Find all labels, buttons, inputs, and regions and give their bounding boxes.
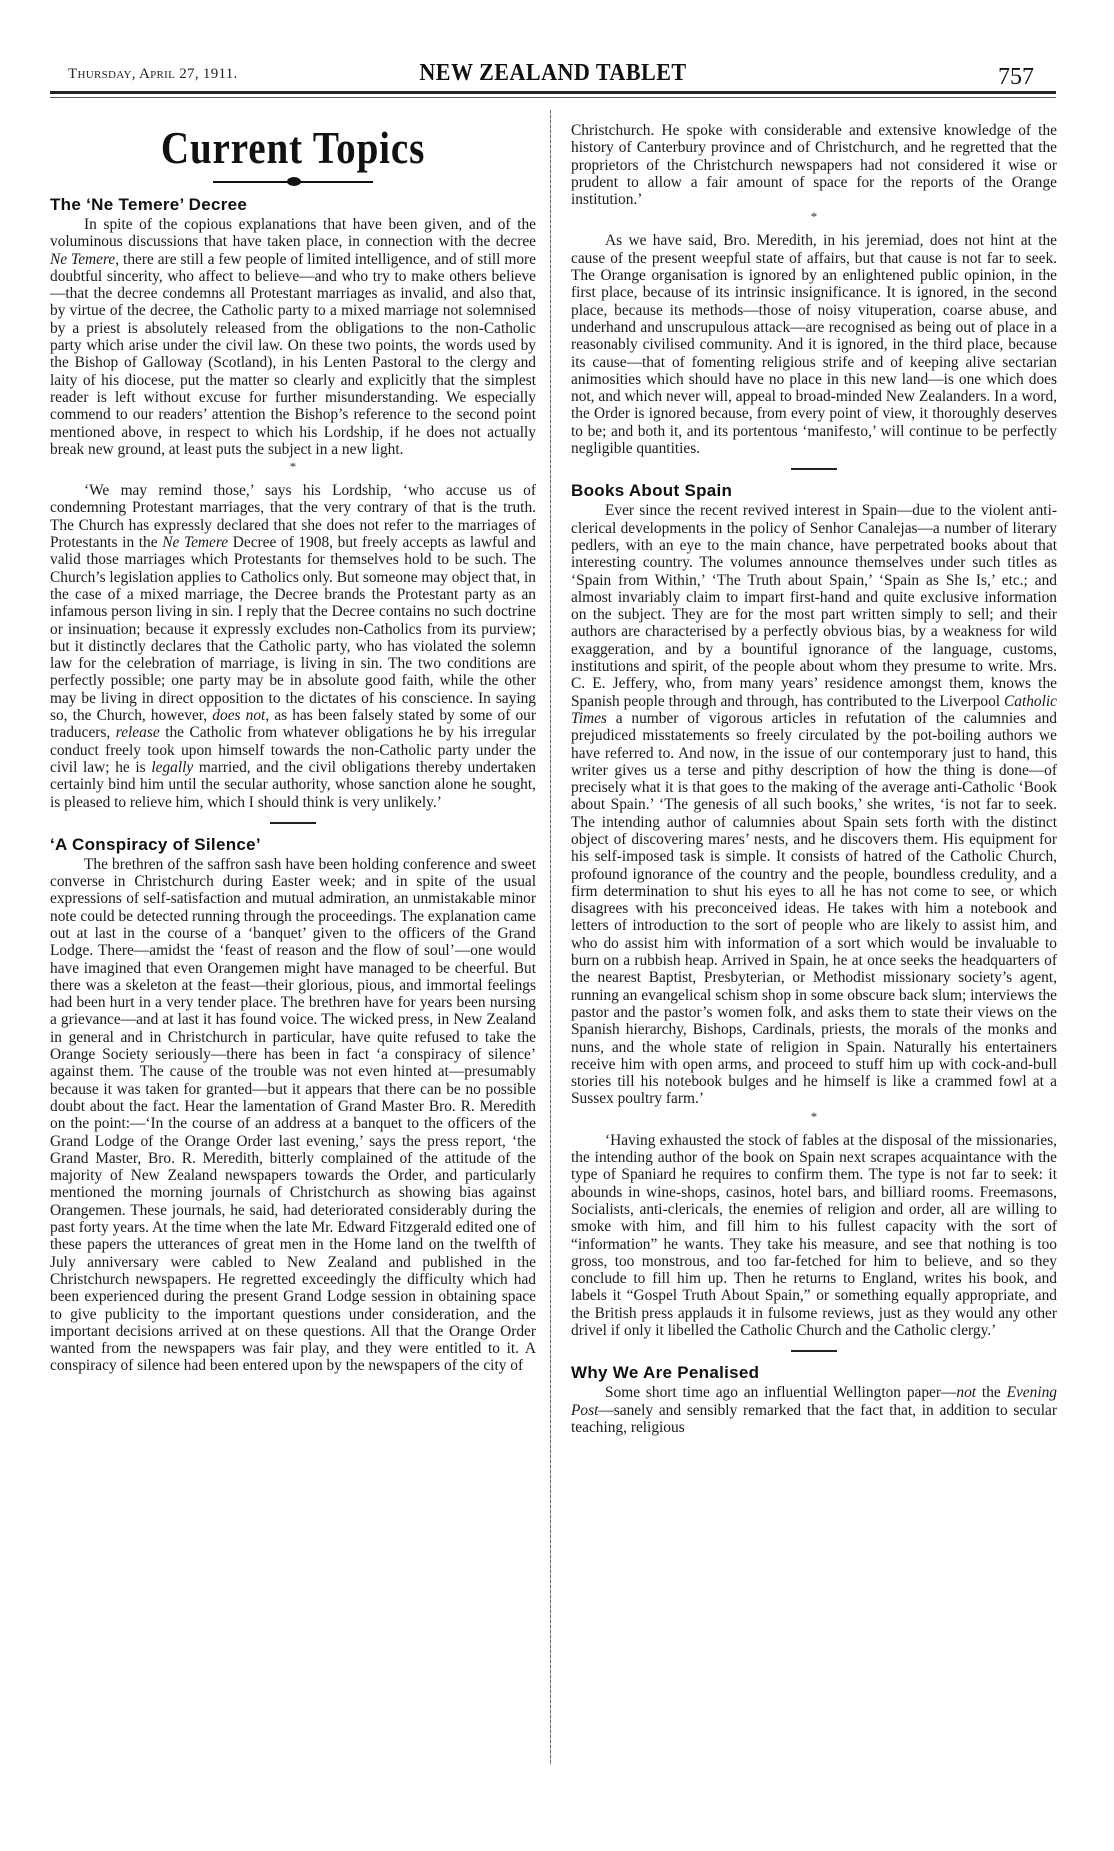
masthead-rule-thin [50,97,1056,98]
text-run: —sanely and sensibly remarked that the fact that, in addition to secular teaching, religious [571,1401,1057,1436]
article-heading-conspiracy: ‘A Conspiracy of Silence’ [50,834,261,854]
issue-date: Thursday, April 27, 1911. [68,66,238,82]
text-run: In spite of the copious explanations that have been given, and of the voluminous discussions that have taken place, in connection with the decree [50,216,536,251]
article-paragraph: The brethren of the saffron sash have been holding conference and sweet converse in Christchurch during Easter week; and in spite of the usual expressions of self-satisfaction and mutual admiration, an unmistakable minor note could be detected running through the proceedings. The explanation came out at last in the course of a ‘banquet’ given to the officers of the Grand Lodge. There—amidst the ‘feast of reason and the flow of soul’—one would have imagined that even Orangemen might have managed to be cheerful. But there was a skeleton at the feast—their glorious, pious, and immortal feelings had been hurt in a very tender place. The brethren have for years been nursing a grievance—and at last it has found voice. The wicked press, in New Zealand in general and in Christchurch in particular, have quite refused to take the Orange Society seriously—there has been in fact ‘a conspiracy of silence’ against them. The cause of the trouble was not even hinted at—presumably because it was taken for granted—but it appears that there can be no possible doubt about the fact. Hear the lamentation of Grand Master Bro. R. Meredith on the point:—‘In the course of an address at a banquet to the officers of the Grand Lodge of the Orange Order last evening,’ says the press report, ‘the Grand Master, Bro. R. Meredith, bitterly complained of the attitude of the majority of New Zealand newspapers towards the Order, and particularly mentioned the morning journals of Christchurch as showing bias against Orangemen. These journals, he said, had deteriorated considerably during the past forty years. At the time when the late Mr. Edward Fitzgerald edited one of these papers the utterances of great men in the Home land on the twelfth of July anniversary were cabled to New Zealand and published in the Christchurch newspapers. He regretted exceedingly the difficulty which had been experienced during the present Grand Lodge session in obtaining space to give publicity to the important questions under consideration, and the important decisions arrived at on these questions. All that the Orange Order wanted from the newspapers was fair play, and they were entitled to it. A conspiracy of silence had been entered upon by the newspapers of the city of [50,855,536,1375]
article-separator [791,1350,837,1352]
text-run: , as has been falsely stated by some of our traducers, [50,707,536,742]
article-separator [270,822,316,824]
article-paragraph [50,216,536,458]
text-run: ‘We may remind those,’ says his Lordship, ‘who accuse us of condemning Protestant marriages, that the very contrary of that is the truth. The Church has expressly declared that she does not refer to the marriages of Protestants in the [50,482,536,552]
article-paragraph: As we have said, Bro. Meredith, in his jeremiad, does not hint at the cause of the present weepful state of affairs, but that cause is not far to seek. The Orange organisation is ignored by an enlightened public opinion, in the first place, because of its intrinsic insignificance. It is ignored, in the second place, because its methods—those of noisy vituperation, coarse abuse, and underhand and unscrupulous attack—are recognised as being out of place in a reasonably civilised community. And it is ignored, in the third place, because its cause—that of fomenting religious strife and of keeping alive sectarian animosities which should have no place in this new land—is one which does not, and which never will, appeal to broad-minded New Zealanders. In a word, the Order is ignored because, from every point of view, it thoroughly deserves to be; and both it, and its portentous ‘manifesto,’ will continue to be perfectly negligible quantities. [571,232,1057,458]
italic-run: does not [212,707,266,725]
section-title: Current Topics [160,122,426,173]
asterism-icon: * [810,1108,818,1124]
article-paragraph [571,1384,1057,1436]
asterism-icon: * [810,209,818,225]
text-run: Ever since the recent revived interest in Spain—due to the violent anti-clerical developments in the policy of Senhor Canalejas—a number of literary pedlers, with an eye to the main chance, have perpetrated books about that interesting country. The volumes announce themselves under such titles as ‘Spain from Within,’ ‘The Truth about Spain,’ ‘Spain as She Is,’ etc.; and almost invariably claim to impart first-hand and quite exclusive information on the subject. They are for the most part written simply to sell; and their authors are characterised by a perfectly obvious bias, by a weakness for wild exaggeration, and by a bountiful ignorance of the language, customs, institutions and spirit, of the people about whom they presume to write. Mrs. C. E. Jeffery, who, from many years’ residence amongst them, knows the Spanish people through and through, has contributed to the Liverpool [571,502,1057,710]
italic-run: Catholic Times [571,692,1057,727]
page-number: 757 [998,64,1034,90]
masthead [50,60,1056,94]
text-run: Some short time ago an influential Wellington paper— [605,1384,957,1402]
article-separator [791,468,837,470]
article-paragraph-continued: Christchurch. He spoke with considerable and extensive knowledge of the history of Canterbury province and of Christchurch, and he regretted that the proprietors of the Christchurch newspapers had not considered it wise or prudent to allow a fair amount of space for the reports of the Orange institution.’ [571,122,1057,209]
newspaper-title: NEW ZEALAND TABLET [419,60,687,86]
text-run: Decree of 1908, but freely accepts as lawful and valid those marriages which Protestants for themselves hold to be such. The Church’s legislation applies to Catholics only. But someone may object that, in the case of a mixed marriage, the Decree brands the Protestant party as an infamous person living in sin. I reply that the Decree contains no such doctrine or insinuation; because it expressly excludes non-Catholics from its purview; but it distinctly declares that the Catholic party, who has violated the solemn law for the celebration of marriage, is living in sin. The two conditions are perfectly possible; one party may be in absolute good faith, while the other may be living in direct opposition to the dictates of his conscience. In saying so, the Church, however, [50,534,536,725]
text-run: married, and the civil obligations thereby undertaken certainly bind him until the secular authority, whose sanction alone he sought, is pleased to relieve him, which I should think is very unlikely.’ [50,758,536,811]
text-run: , there are still a few people of limited intelligence, and of still more doubtful sincerity, who affect to believe—and who try to make others believe—that the decree condemns all Protestant marriages as invalid, and also that, by virtue of the decree, the Catholic party to a mixed marriage not solemnised by a priest is absolutely released from the obligations to the non-Catholic party which arise under the civil law. On these two points, the words used by the Bishop of Galloway (Scotland), in his Lenten Pastoral to the clergy and laity of his diocese, put the matter so clearly and explicitly that the simplest reader is left without excuse for further misunderstanding. We especially commend to our readers’ attention the Bishop’s reference to the second point mentioned above, in respect to which his Lordship, if he does not actually break new ground, at least puts the subject in a new light. [50,250,536,458]
article-heading-penalised: Why We Are Penalised [571,1363,760,1383]
title-ornament-icon [213,175,373,189]
article-heading-spain: Books About Spain [571,481,733,501]
text-run: the [976,1384,1007,1402]
article-heading-ne-temere: The ‘Ne Temere’ Decree [50,195,248,214]
article-paragraph [50,482,536,811]
column-divider [550,110,551,1765]
right-column [571,122,1057,1436]
article-paragraph: ‘Having exhausted the stock of fables at the disposal of the missionaries, the intending author of the book on Spain next scrapes acquaintance with the type of Spaniard he requires to confirm them. The type is not far to seek: it abounds in wine-shops, casinos, hotel bars, and billiard rooms. Freemasons, Socialists, anti-clericals, the enemies of religion and order, all are willing to smoke with him, and fill him to his fullest capacity with the sort of “information” he wants. They take his measure, and see that nothing is too gross, too monstrous, and too far-fetched for him to believe, and so they conclude to fill him up. Then he returns to England, writes his book, and labels it “Gospel Truth About Spain,” or something equally appropriate, and the British press applauds it in fulsome reviews, just as they would any other drivel if only it libelled the Catholic Church and the Catholic clergy.’ [571,1131,1057,1339]
italic-run: legally [151,758,194,776]
italic-run: not [956,1384,977,1402]
italic-run: Evening Post [571,1384,1058,1419]
italic-run: release [115,724,160,742]
masthead-rule-thick [50,91,1056,94]
asterism-icon: * [289,459,297,475]
text-run: a number of vigorous articles in refutation of the calumnies and prejudiced misstatements so freely circulated by the pot-boiling authors we have referred to. And now, in the issue of our contemporary just to hand, this writer gives us a terse and pithy description of how the thing is done—of precisely what it is that goes to the making of the average anti-Catholic ‘Book about Spain.’ ‘The genesis of all such books,’ she writes, ‘is not far to seek. The intending author of calumnies about Spain sets forth with the distinct object of discovering mares’ nests, and he discovers them. His equipment for his self-imposed task is simple. It consists of hatred of the Catholic Church, profound ignorance of the country and the people, boundless credulity, and a firm determination to shut his eyes to all he has not come to see, or which disagrees with his preconceived ideas. He takes with him a notebook and letters of introduction to the sort of people who are likely to assist him, and who do assist him with information of a sort which would be invaluable to burn on a rubbish heap. Arrived in Spain, he at once seeks the headquarters of the nearest Baptist, Presbyterian, or Methodist missionary society’s agent, running an evangelical schism shop in some obscure back slum; interviews the pastor and the pastor’s women folk, and asks them to state their views on the Spanish hierarchy, Bishops, Cardinals, priests, the morals of the monks and nuns, and the whole state of religion in Spain. Naturally his entertainers receive him with open arms, and proceed to stuff him up with cock-and-bull stories till his notebook bulges and he himself is like a crammed fowl at a Sussex poultry farm.’ [571,709,1057,1108]
text-run: the Catholic from whatever obligations he by his irregular conduct freely took upon himself towards the non-Catholic party under the civil law; he is [50,724,536,776]
left-column [50,123,536,1375]
italic-run: Ne Temere [162,534,229,552]
italic-run: Ne Temere [50,250,116,268]
article-paragraph [571,502,1057,1107]
